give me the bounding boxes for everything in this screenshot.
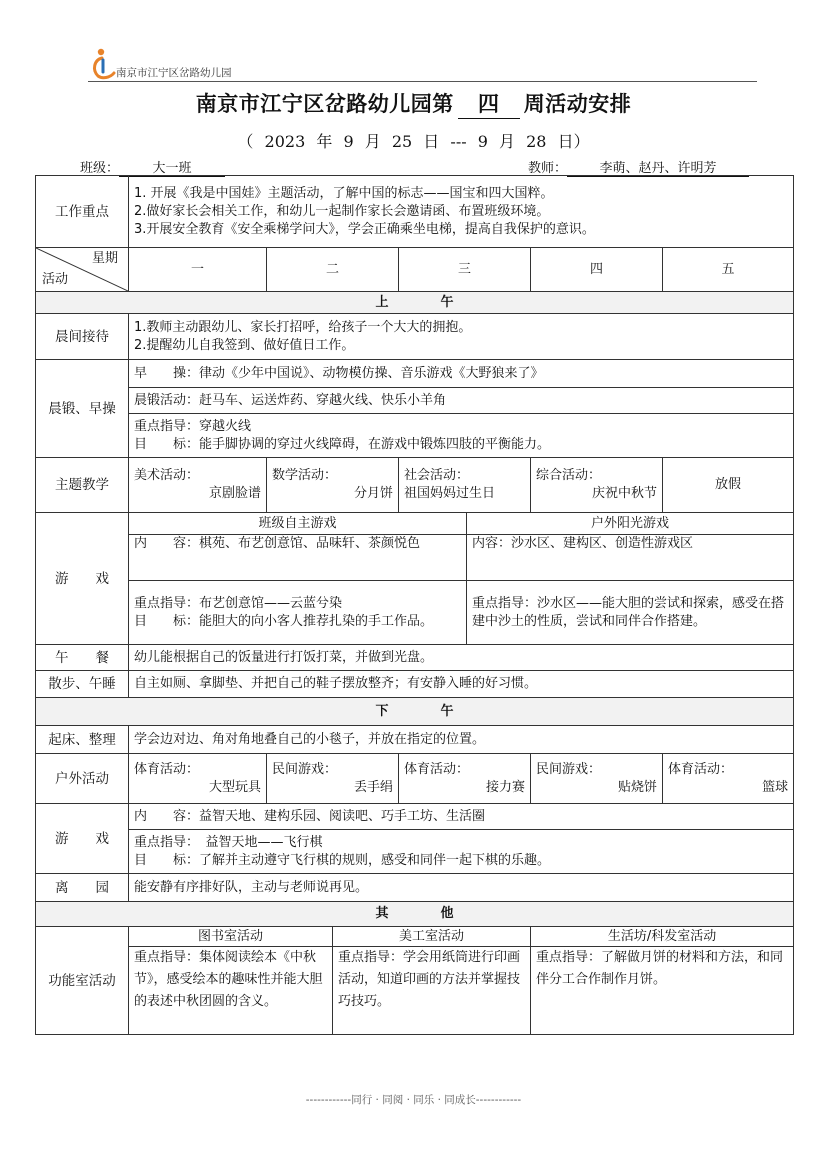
weekday-axis-label: 星期: [91, 251, 118, 266]
outdoor-cell-tue: 民间游戏： 丢手绢: [267, 754, 399, 804]
morning-section-title: 上 午: [36, 292, 794, 314]
wakeup-text: 学会边对边、角对角地叠自己的小毯子，并放在指定的位置。: [129, 726, 794, 754]
work-focus-item: 1. 开展《我是中国娃》主题活动，了解中国的标志——国宝和四大国粹。: [134, 185, 554, 201]
pm-games-guide-row: [36, 830, 794, 874]
teacher-value: 李萌、赵丹、许明芳: [567, 157, 749, 177]
other-section-title: 其 他: [36, 902, 794, 927]
lunch-text: 幼儿能根据自己的饭量进行打饭打菜，并做到光盘。: [129, 645, 794, 671]
exercise-row: [36, 360, 794, 388]
rooms-label: 功能室活动: [36, 927, 129, 1035]
weekday-thu: 四: [531, 248, 663, 292]
life-room-title: 生活坊/科发室活动: [531, 927, 794, 947]
pm-games-content: 内 容：益智天地、建构乐园、阅读吧、巧手工坊、生活圈: [129, 804, 794, 830]
exercise-guide-row: [36, 414, 794, 458]
other-section-row: [36, 902, 794, 927]
work-focus-content: [129, 176, 794, 248]
pm-games-label: 游 戏: [36, 804, 129, 874]
outdoor-games-title: 户外阳光游戏: [467, 513, 794, 535]
work-focus-item: 3.开展安全教育《安全乘梯学问大》，学会正确乘坐电梯，提高自我保护的意识。: [134, 221, 595, 237]
wakeup-label: 起床、整理: [36, 726, 129, 754]
class-value: 大一班: [119, 157, 225, 177]
class-games-content: 内 容：棋苑、布艺创意馆、品味轩、茶颜悦色: [129, 535, 467, 581]
library-title: 图书室活动: [129, 927, 333, 947]
logo-text: 南京市江宁区岔路幼儿园: [116, 67, 232, 79]
lunch-row: [36, 645, 794, 671]
leave-text: 能安静有序排好队，主动与老师说再见。: [129, 874, 794, 902]
outdoor-games-content: 内容：沙水区、建构区、创造性游戏区: [467, 535, 794, 581]
outdoor-games-guide: 重点指导：沙水区——能大胆的尝试和探索，感受在搭建中沙土的性质，尝试和同伴合作搭建。: [467, 581, 794, 645]
outdoor-cell-mon: 体育活动： 大型玩具: [129, 754, 267, 804]
exercise-guide: 重点指导：穿越火线 目 标：能手脚协调的穿过火线障碍，在游戏中锻炼四肢的平衡能力。: [129, 414, 794, 458]
theme-cell-math: 数学活动： 分月饼: [267, 458, 399, 513]
work-focus-label: 工作重点: [36, 176, 129, 248]
weekday-mon: 一: [129, 248, 267, 292]
games-content-row: [36, 535, 794, 581]
theme-cell-integrated: 综合活动： 庆祝中秋节: [531, 458, 663, 513]
life-room-content: 重点指导：了解做月饼的材料和方法，和同伴分工合作制作月饼。: [531, 947, 794, 1035]
art-room-title: 美工室活动: [333, 927, 531, 947]
weekday-fri: 五: [663, 248, 794, 292]
exercise-label: 晨锻、早操: [36, 360, 129, 458]
theme-row: [36, 458, 794, 513]
weekday-tue: 二: [267, 248, 399, 292]
wakeup-row: [36, 726, 794, 754]
rooms-content-row: [36, 947, 794, 1035]
theme-label: 主题教学: [36, 458, 129, 513]
teacher-info: 教师： 李萌、赵丹、许明芳: [528, 157, 749, 177]
date-range: （ 2023 年 9 月 25 日 --- 9 月 28 日）: [237, 132, 590, 151]
weekday-wed: 三: [399, 248, 531, 292]
footer-motto: ------------同行 · 同阅 · 同乐 · 同成长------------: [305, 1094, 522, 1106]
schedule-table: [35, 175, 794, 1035]
leave-label: 离 园: [36, 874, 129, 902]
class-games-guide: 重点指导：布艺创意馆——云蓝兮染 目 标：能胆大的向小客人推荐扎染的手工作品。: [129, 581, 467, 645]
library-content: 重点指导：集体阅读绘本《中秋节》，感受绘本的趣味性并能大胆的表述中秋团圆的含义。: [129, 947, 333, 1035]
school-logo-icon: [88, 46, 118, 80]
lunch-label: 午 餐: [36, 645, 129, 671]
reception-row: [36, 314, 794, 360]
reception-label: 晨间接待: [36, 314, 129, 360]
class-info: 班级： 大一班: [80, 157, 225, 177]
outdoor-cell-wed: 体育活动： 接力赛: [399, 754, 531, 804]
exercise-activities: 晨锻活动：赶马车、运送炸药、穿越火线、快乐小羊角: [129, 388, 794, 414]
reception-content: 1.教师主动跟幼儿、家长打招呼，给孩子一个大大的拥抱。 2.提醒幼儿自我签到、做好值日工作。: [129, 314, 794, 360]
page-title: 南京市江宁区岔路幼儿园第 四 周活动安排: [0, 88, 827, 119]
morning-section-row: [36, 292, 794, 314]
afternoon-section-row: [36, 698, 794, 726]
header-divider: [88, 81, 757, 82]
class-games-title: 班级自主游戏: [129, 513, 467, 535]
weekday-header-row: [36, 248, 794, 292]
pm-games-guide: 重点指导： 益智天地——飞行棋 目 标：了解并主动遵守飞行棋的规则，感受和同伴一起下棋的乐趣。: [129, 830, 794, 874]
diagonal-header-cell: [36, 248, 129, 292]
pm-games-content-row: [36, 804, 794, 830]
exercise-activities-row: [36, 388, 794, 414]
nap-text: 自主如厕、拿脚垫、并把自己的鞋子摆放整齐；有安静入睡的好习惯。: [129, 671, 794, 698]
art-room-content: 重点指导：学会用纸筒进行印画活动，知道印画的方法并掌握技巧技巧。: [333, 947, 531, 1035]
activity-axis-label: 活动: [42, 272, 69, 287]
games-title-row: [36, 513, 794, 535]
work-focus-item: 2.做好家长会相关工作，和幼儿一起制作家长会邀请函、布置班级环境。: [134, 203, 550, 219]
games-guide-row: [36, 581, 794, 645]
nap-row: [36, 671, 794, 698]
afternoon-section-title: 下 午: [36, 698, 794, 726]
games-label: 游 戏: [36, 513, 129, 645]
nap-label: 散步、午睡: [36, 671, 129, 698]
outdoor-cell-thu: 民间游戏： 贴烧饼: [531, 754, 663, 804]
outdoor-cell-fri: 体育活动： 篮球: [663, 754, 794, 804]
leave-row: [36, 874, 794, 902]
outdoor-row: [36, 754, 794, 804]
theme-cell-art: 美术活动： 京剧脸谱: [129, 458, 267, 513]
rooms-title-row: [36, 927, 794, 947]
week-number: 四: [458, 88, 520, 119]
outdoor-label: 户外活动: [36, 754, 129, 804]
morning-exercise: 早 操：律动《少年中国说》、动物模仿操、音乐游戏《大野狼来了》: [129, 360, 794, 388]
theme-cell-holiday: 放假: [663, 458, 794, 513]
theme-cell-social: 社会活动： 祖国妈妈过生日: [399, 458, 531, 513]
work-focus-row: [36, 176, 794, 248]
